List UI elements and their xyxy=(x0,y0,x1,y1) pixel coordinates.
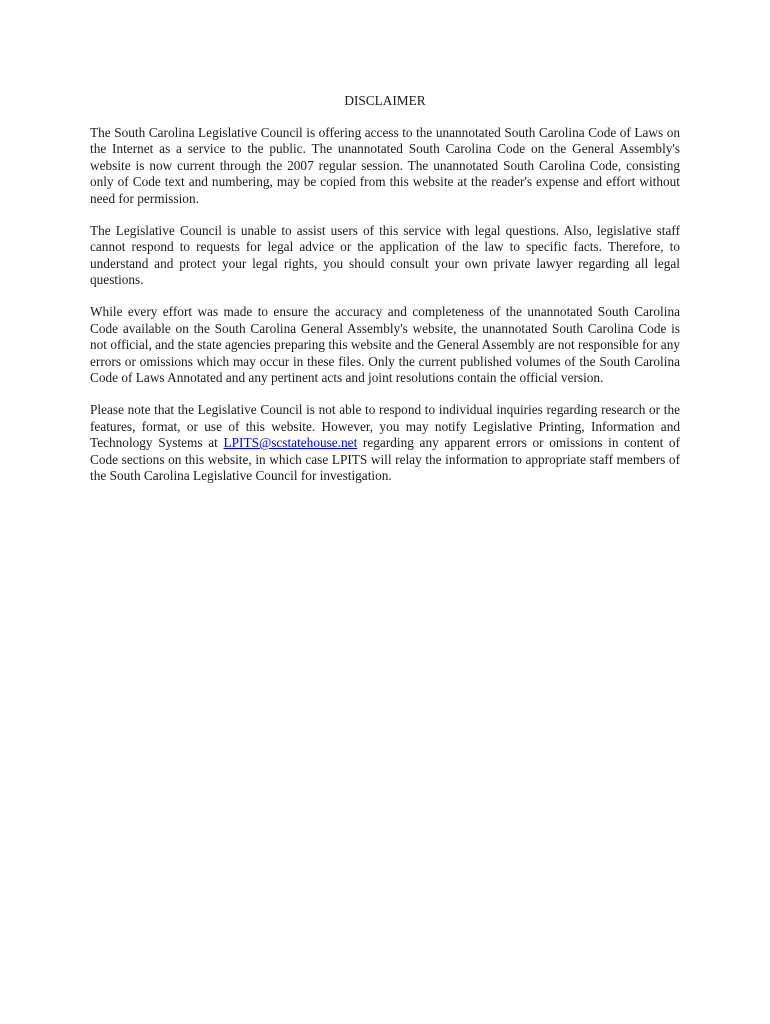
paragraph-inquiries-text-after: regarding any apparent errors or omissions in content of Code sections on this website, in which case LPITS will relay the information to appropriate staff members of the South Carolina Legislative Council for investigation. xyxy=(90,435,681,484)
paragraph-accuracy: While every effort was made to ensure the accuracy and completeness of the unannotated South Carolina Code available on the South Carolina General Assembly's website, the unannotated South Carolina Code is not official, and the state agencies preparing this website and the General Assembly are not responsible for any errors or omissions which may occur in these files. Only the current published volumes of the South Carolina Code of Laws Annotated and any pertinent acts and joint resolutions contain the official version. xyxy=(90,303,680,386)
paragraph-legal-questions: The Legislative Council is unable to assist users of this service with legal questions. Also, legislative staff cannot respond to requests for legal advice or the application of the law to specific facts. Therefore, to understand and protect your legal rights, you should consult your own private lawyer regarding all legal questions. xyxy=(90,222,680,288)
disclaimer-document xyxy=(90,93,680,500)
document-title: DISCLAIMER xyxy=(344,93,426,108)
paragraph-inquiries-text-before: Please note that the Legislative Council is not able to respond to individual inquiries regarding research or the features, format, or use of this website. However, you may notify Legislative Printing, Information and Technology Systems at xyxy=(90,401,680,451)
paragraph-inquiries xyxy=(90,402,680,485)
lpits-email-link[interactable]: LPITS@scstatehouse.net xyxy=(223,435,358,451)
paragraph-access: The South Carolina Legislative Council is offering access to the unannotated South Carolina Code of Laws on the Internet as a service to the public. The unannotated South Carolina Code on the General Assembly's website is now current through the 2007 regular session. The unannotated South Carolina Code, consisting only of Code text and numbering, may be copied from this website at the reader's expense and effort without need for permission. xyxy=(90,124,680,206)
